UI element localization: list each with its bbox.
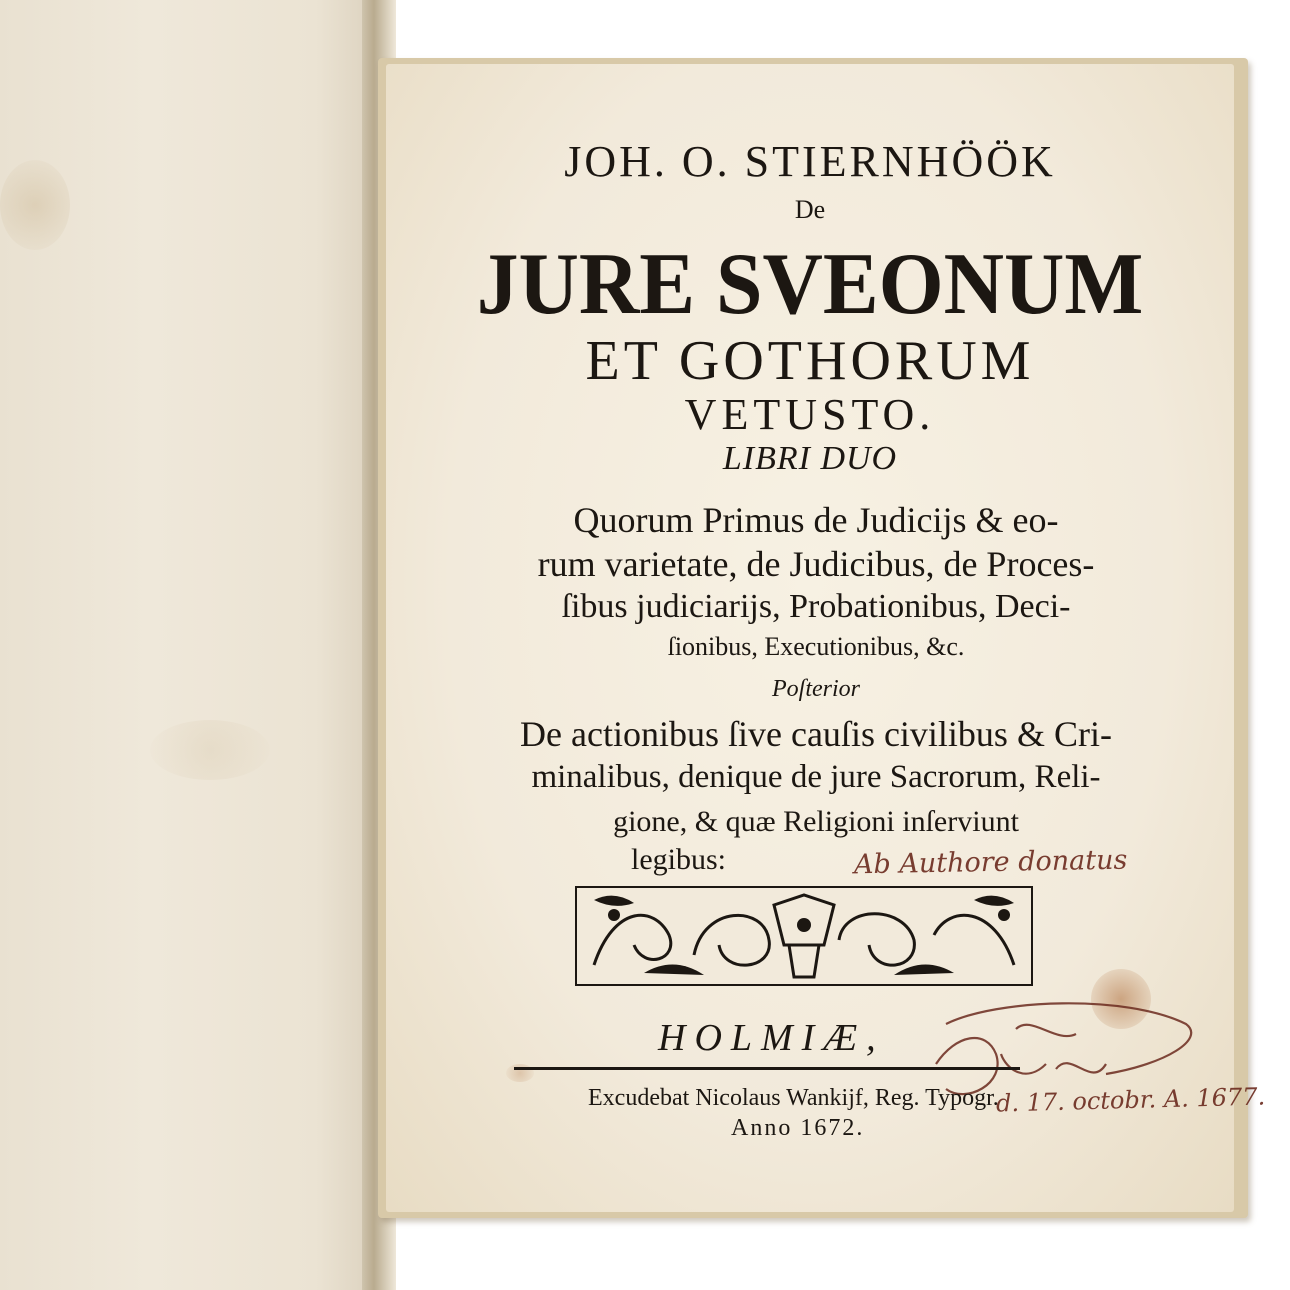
imprint-place: HOLMIÆ,	[658, 1017, 885, 1059]
left-endpaper	[0, 0, 372, 1290]
title-preposition: De	[794, 195, 826, 224]
description-line: rum varietate, de Judicibus, de Proces-	[537, 544, 1095, 584]
description-line: Quorum Primus de Judicijs & eo-	[573, 500, 1059, 540]
ornament-vignette-icon	[574, 885, 1034, 987]
posterior-line: De actionibus ſive cauſis civilibus & Cri-	[520, 714, 1112, 754]
title-page	[386, 64, 1266, 1212]
description-line: ſionibus, Executionibus, &c.	[667, 632, 965, 661]
posterior-line: gione, & quæ Religioni inſerviunt	[613, 805, 1019, 838]
title-line-1: JURE SVEONUM	[476, 236, 1144, 333]
imprint-year: Anno 1672.	[731, 1115, 865, 1141]
imprint-printer: Excudebat Nicolaus Wankijf, Reg. Typogr.	[588, 1085, 999, 1111]
subtitle: LIBRI DUO	[722, 440, 898, 477]
title-line-3: VETUSTO.	[684, 390, 936, 439]
posterior-line: minalibus, denique de jure Sacrorum, Reli-	[531, 759, 1101, 795]
imprint-rule	[514, 1067, 1020, 1070]
posterior-label: Poſterior	[772, 676, 860, 702]
posterior-line: legibus:	[631, 843, 726, 876]
paper-stain	[150, 720, 270, 780]
handwritten-inscription: Ab Authore donatus	[853, 844, 1128, 881]
paper-stain	[0, 160, 70, 250]
title-line-2: ET GOTHORUM	[585, 330, 1035, 392]
author-name: JOH. O. STIERNHÖÖK	[564, 137, 1056, 186]
handwritten-date: d. 17. octobr. A. 1677.	[995, 1082, 1266, 1118]
description-line: ſibus judiciarijs, Probationibus, Deci-	[561, 588, 1071, 625]
